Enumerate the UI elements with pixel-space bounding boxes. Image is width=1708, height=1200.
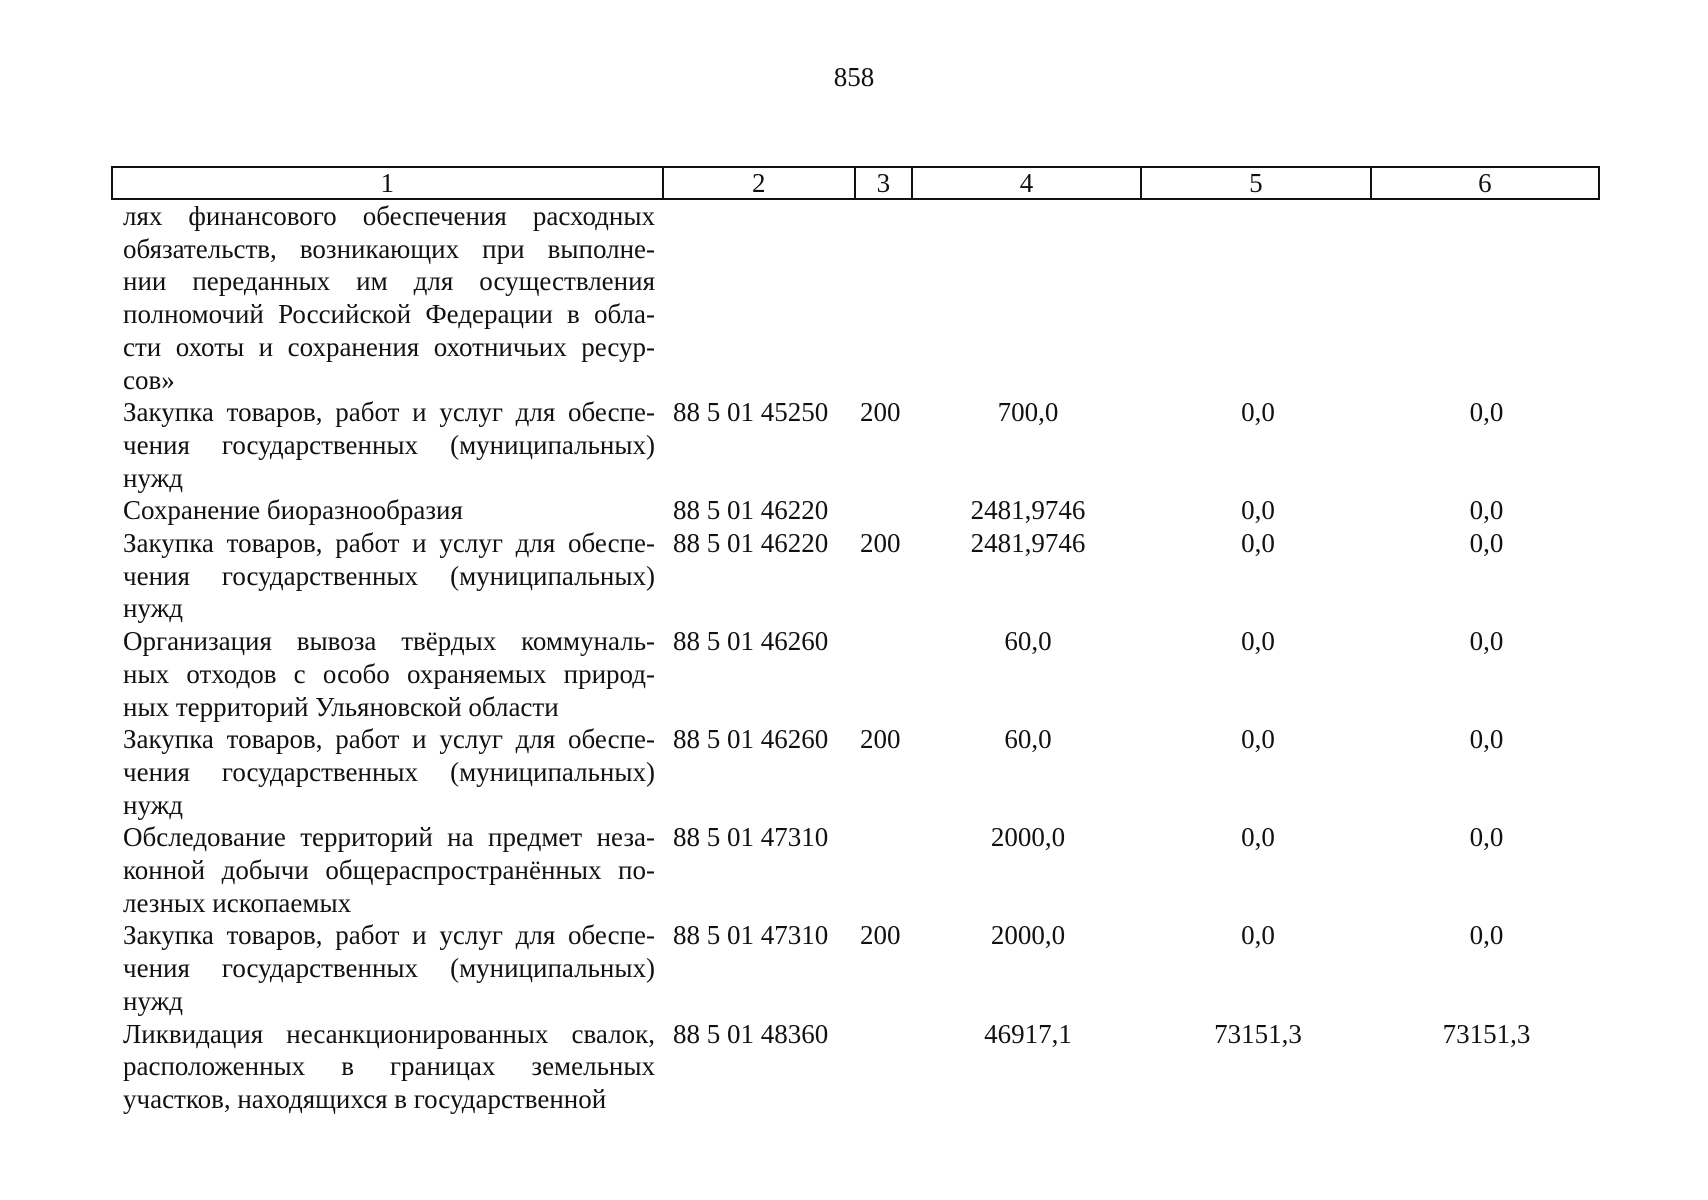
row-name-line: нии переданных им для осуществления: [123, 266, 655, 297]
row-value-col4-cell: 46917,1: [984, 1018, 1072, 1049]
table-row: [111, 625, 1600, 723]
row-value-col6-cell: 0,0: [1469, 822, 1504, 853]
row-value-col6-cell: 0,0: [1469, 495, 1504, 526]
row-name-cell: [111, 527, 663, 625]
row-name-cell: [111, 1018, 663, 1116]
row-name-line: конной добычи общераспространённых по-: [123, 855, 655, 886]
row-value-col5-cell: [1143, 200, 1373, 396]
row-code-cell: 88 5 01 48360: [673, 1018, 829, 1049]
row-expense-type-cell: 200: [860, 920, 901, 951]
row-value-col5-cell: 73151,3: [1214, 1018, 1302, 1049]
row-value-col5-cell: 0,0: [1241, 626, 1275, 657]
row-code-cell: 88 5 01 46260: [673, 724, 829, 755]
table-row: [111, 919, 1600, 1017]
row-code-cell: 88 5 01 46220: [673, 528, 829, 559]
row-name-cell: [111, 625, 663, 723]
row-value-col4-cell: 60,0: [1004, 724, 1052, 755]
row-name-line: нужд: [123, 593, 183, 624]
row-name-line: Сохранение биоразнообразия: [123, 495, 463, 526]
row-expense-type-cell: 200: [860, 397, 901, 428]
row-name-line: сов»: [123, 364, 175, 395]
row-name-line: лях финансового обеспечения расходных: [123, 201, 655, 231]
column-header-6: 6: [1478, 168, 1492, 198]
row-expense-type-cell: 200: [860, 528, 901, 559]
row-value-col6-cell: 73151,3: [1442, 1018, 1531, 1049]
column-header-4: 4: [913, 168, 1142, 198]
row-value-col4-cell: 2481,9746: [970, 495, 1086, 526]
column-header-3: 3: [856, 168, 913, 198]
table-row: [111, 821, 1600, 919]
row-value-col6-cell: 0,0: [1469, 724, 1504, 755]
row-value-col5-cell: 0,0: [1241, 920, 1275, 951]
table-header-row: [111, 166, 1600, 200]
table-row: [111, 527, 1600, 625]
row-name-line: Ликвидация несанкционированных свалок,: [123, 1018, 655, 1049]
row-name-line: чения государственных (муниципальных): [123, 429, 655, 460]
row-name-line: Закупка товаров, работ и услуг для обеспе-: [123, 528, 655, 559]
table-row: [111, 1018, 1600, 1116]
row-name-cell: [111, 396, 663, 494]
row-name-line: сти охоты и сохранения охотничьих ресур-: [123, 331, 655, 362]
column-header-2: 2: [664, 168, 856, 198]
row-name-line: чения государственных (муниципальных): [123, 756, 655, 787]
row-value-col4-cell: 60,0: [1004, 626, 1052, 657]
row-value-col5-cell: 0,0: [1241, 528, 1275, 559]
row-name-line: ных территорий Ульяновской области: [123, 691, 559, 722]
row-name-line: чения государственных (муниципальных): [123, 560, 655, 591]
row-name-line: чения государственных (муниципальных): [123, 953, 655, 984]
row-name-line: расположенных в границах земельных: [123, 1051, 655, 1082]
row-expense-type-cell: 200: [860, 724, 901, 755]
column-header-1: 1: [113, 168, 664, 198]
table-row: [111, 723, 1600, 821]
row-value-col6-cell: 0,0: [1469, 528, 1504, 559]
row-name-line: Обследование территорий на предмет неза-: [123, 822, 655, 853]
row-expense-type-cell: [856, 1018, 913, 1116]
row-name-cell: [111, 494, 663, 527]
row-value-col4-cell: 700,0: [997, 397, 1059, 428]
row-value-col5-cell: 0,0: [1241, 724, 1275, 755]
row-value-col5-cell: 0,0: [1241, 822, 1275, 853]
row-name-cell: [111, 723, 663, 821]
row-name-line: полномочий Российской Федерации в обла-: [123, 299, 655, 330]
row-value-col6-cell: [1373, 200, 1600, 396]
row-expense-type-cell: [856, 494, 913, 527]
row-value-col6-cell: 0,0: [1469, 397, 1504, 428]
row-expense-type-cell: [856, 821, 913, 919]
row-name-line: Закупка товаров, работ и услуг для обеспе-: [123, 724, 655, 755]
row-name-cell: [111, 200, 663, 396]
row-code-cell: 88 5 01 46220: [673, 495, 829, 526]
table-row: [111, 200, 1600, 396]
row-value-col4-cell: 2481,9746: [970, 528, 1086, 559]
row-name-line: Закупка товаров, работ и услуг для обеспе-: [123, 920, 655, 951]
row-name-line: Организация вывоза твёрдых коммуналь-: [123, 626, 655, 657]
table-body: [111, 200, 1600, 1116]
row-expense-type-cell: [856, 625, 913, 723]
row-name-line: нужд: [123, 462, 183, 493]
row-value-col6-cell: 0,0: [1469, 920, 1504, 951]
row-code-cell: 88 5 01 47310: [673, 920, 829, 951]
row-name-line: нужд: [123, 985, 183, 1016]
row-name-line: Закупка товаров, работ и услуг для обеспе-: [123, 397, 655, 428]
row-value-col5-cell: 0,0: [1241, 495, 1275, 526]
row-name-line: обязательств, возникающих при выполне-: [123, 233, 655, 264]
row-code-cell: [663, 200, 856, 396]
row-code-cell: 88 5 01 45250: [673, 397, 829, 428]
row-code-cell: 88 5 01 47310: [673, 822, 829, 853]
row-value-col4-cell: 2000,0: [990, 920, 1066, 951]
row-name-cell: [111, 919, 663, 1017]
row-name-line: участков, находящихся в государственной: [123, 1083, 607, 1114]
row-value-col4-cell: 2000,0: [990, 822, 1066, 853]
table-row: [111, 396, 1600, 494]
row-name-line: ных отходов с особо охраняемых природ-: [123, 658, 655, 689]
column-header-5: 5: [1142, 168, 1371, 198]
row-value-col6-cell: 0,0: [1469, 626, 1504, 657]
row-code-cell: 88 5 01 46260: [673, 626, 829, 657]
page-number: 858: [833, 62, 875, 92]
row-name-cell: [111, 821, 663, 919]
table-row: [111, 494, 1600, 527]
row-value-col5-cell: 0,0: [1241, 397, 1275, 428]
row-expense-type-cell: [856, 200, 913, 396]
row-name-line: нужд: [123, 789, 183, 820]
row-name-line: лезных ископаемых: [123, 887, 352, 918]
row-value-col4-cell: [913, 200, 1143, 396]
